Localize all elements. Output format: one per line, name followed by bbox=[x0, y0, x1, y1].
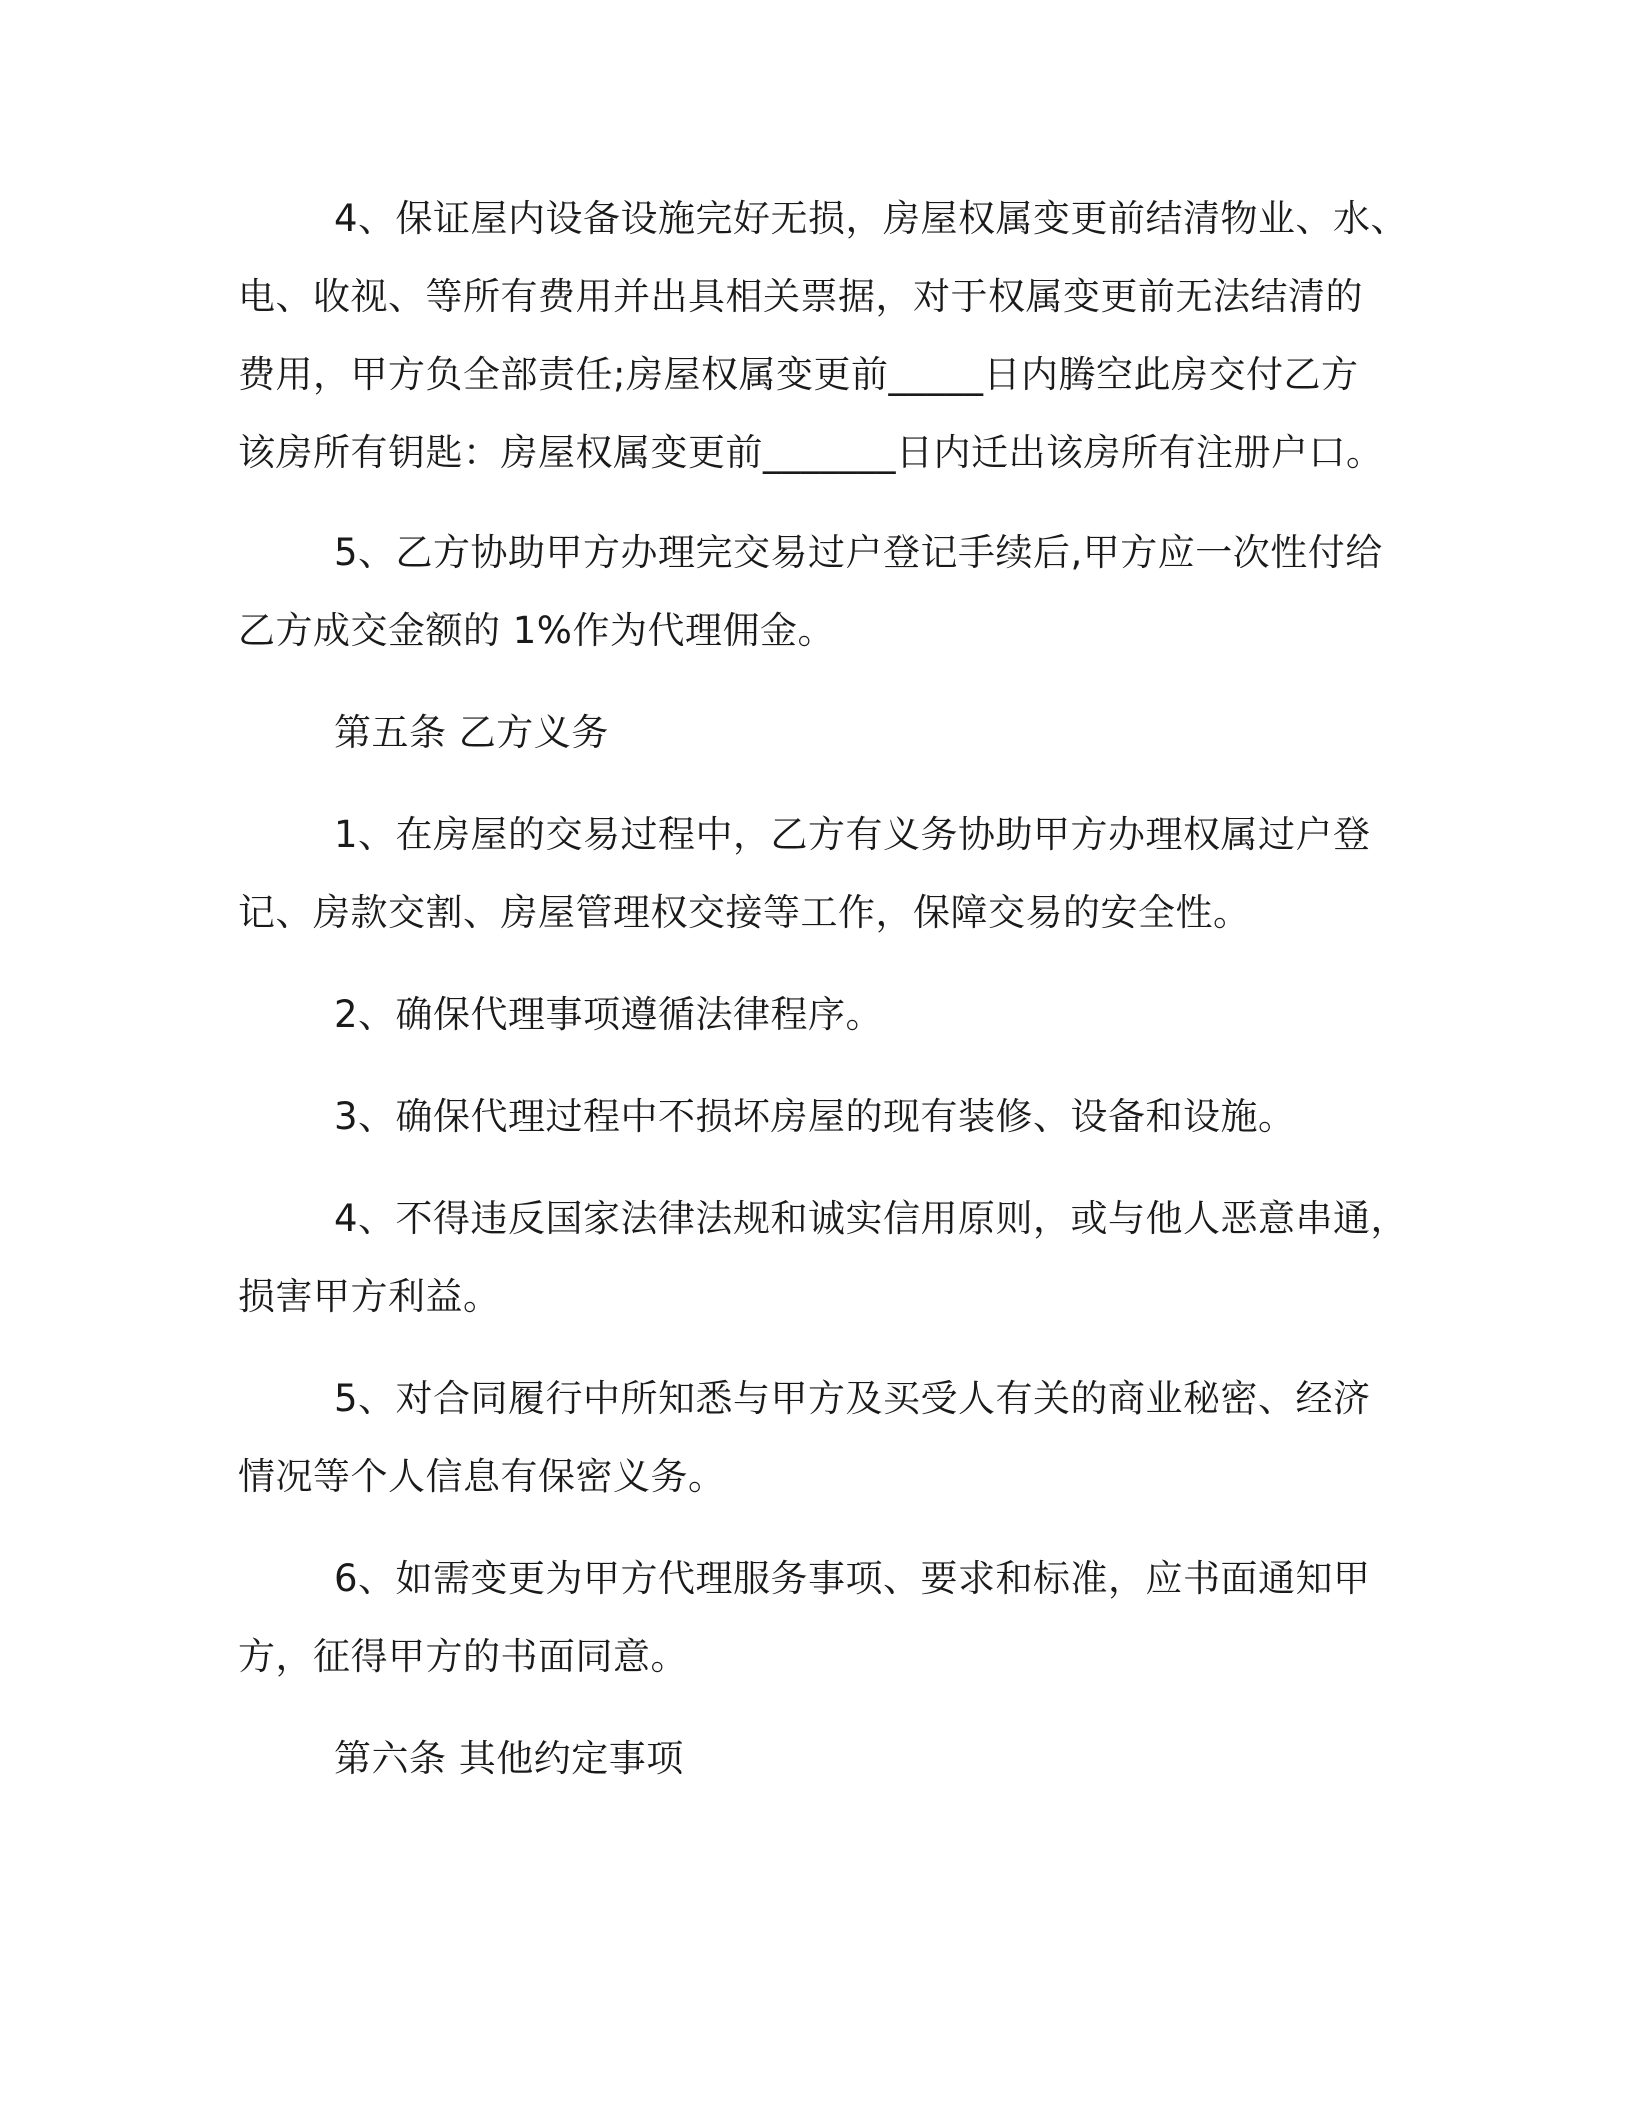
text-line: 1、在房屋的交易过程中，乙方有义务协助甲方办理权属过户登 bbox=[334, 813, 1371, 856]
text-line: 6、如需变更为甲方代理服务事项、要求和标准，应书面通知甲 bbox=[334, 1557, 1371, 1600]
paragraph-duty-5 bbox=[238, 1360, 1398, 1516]
text-line: 5、对合同履行中所知悉与甲方及买受人有关的商业秘密、经济 bbox=[334, 1377, 1371, 1420]
text-line: 费用，甲方负全部责任;房屋权属变更前_____日内腾空此房交付乙方 bbox=[238, 353, 1359, 396]
paragraph-clause-5-commission bbox=[238, 514, 1398, 670]
text-line: 3、确保代理过程中不损坏房屋的现有装修、设备和设施。 bbox=[334, 1095, 1296, 1138]
text-line: 4、保证屋内设备设施完好无损，房屋权属变更前结清物业、水、 bbox=[334, 197, 1409, 240]
text-line: 损害甲方利益。 bbox=[238, 1275, 501, 1318]
heading-text: 第五条 乙方义务 bbox=[334, 711, 609, 754]
text-line: 乙方成交金额的 1%作为代理佣金。 bbox=[238, 609, 835, 652]
text-line: 电、收视、等所有费用并出具相关票据，对于权属变更前无法结清的 bbox=[238, 275, 1363, 318]
heading-text: 第六条 其他约定事项 bbox=[334, 1737, 684, 1780]
text-line: 情况等个人信息有保密义务。 bbox=[238, 1455, 726, 1498]
section-heading-article-6 bbox=[238, 1720, 1398, 1798]
paragraph-duty-6 bbox=[238, 1540, 1398, 1696]
section-heading-article-5 bbox=[238, 694, 1398, 772]
text-line: 2、确保代理事项遵循法律程序。 bbox=[334, 993, 884, 1036]
text-line: 记、房款交割、房屋管理权交接等工作，保障交易的安全性。 bbox=[238, 891, 1251, 934]
paragraph-duty-1 bbox=[238, 796, 1398, 952]
text-line: 5、乙方协助甲方办理完交易过户登记手续后,甲方应一次性付给 bbox=[334, 531, 1383, 574]
paragraph-clause-4-obligations bbox=[238, 180, 1409, 492]
text-line: 方，征得甲方的书面同意。 bbox=[238, 1635, 688, 1678]
paragraph-duty-4 bbox=[238, 1180, 1409, 1336]
paragraph-duty-3 bbox=[238, 1078, 1398, 1156]
text-line: 4、不得违反国家法律法规和诚实信用原则，或与他人恶意串通， bbox=[334, 1197, 1409, 1240]
text-line: 该房所有钥匙：房屋权属变更前_______日内迁出该房所有注册户口。 bbox=[238, 431, 1384, 474]
paragraph-duty-2 bbox=[238, 976, 1398, 1054]
